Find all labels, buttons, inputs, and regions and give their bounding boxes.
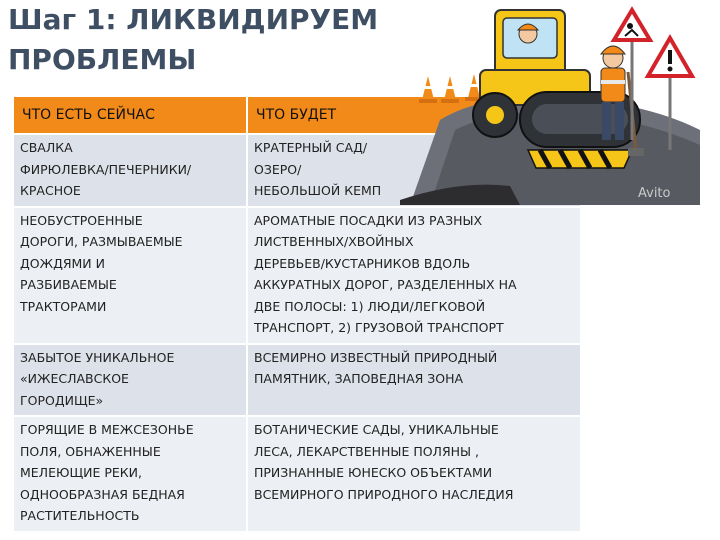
table-row	[14, 417, 580, 531]
cell-future-text: ВСЕМИРНО ИЗВЕСТНЫЙ ПРИРОДНЫЙ ПАМЯТНИК, ЗАПОВЕДНАЯ ЗОНА	[254, 349, 498, 386]
cell-current-text: ЗАБЫТОЕ УНИКАЛЬНОЕ «ИЖЕСЛАВСКОЕ ГОРОДИЩЕ»	[20, 349, 175, 408]
header-current: ЧТО ЕСТЬ СЕЙЧАС	[14, 97, 246, 133]
cell-future	[248, 345, 580, 416]
traffic-cone-icon	[419, 76, 437, 103]
table-row	[14, 208, 580, 343]
cell-current	[14, 345, 246, 416]
cell-future-text: КРАТЕРНЫЙ САД/ ОЗЕРО/ НЕБОЛЬШОЙ КЕМП	[254, 140, 382, 198]
traffic-cone-icon	[441, 76, 459, 103]
page-title: Шаг 1: ЛИКВИДИРУЕМ ПРОБЛЕМЫ	[8, 3, 379, 76]
table-row	[14, 345, 580, 416]
cell-current	[14, 135, 246, 206]
header-future: ЧТО БУДЕТ	[248, 97, 580, 133]
cell-current	[14, 417, 246, 531]
cell-current-text: ГОРЯЩИЕ В МЕЖСЕЗОНЬЕ ПОЛЯ, ОБНАЖЕННЫЕ МЕЛЕЮЩИЕ РЕКИ, ОДНООБРАЗНАЯ БЕДНАЯ РАСТИТЕЛЬНОСТЬ	[20, 422, 194, 523]
watermark-logo: Avito	[638, 186, 671, 201]
cell-future-text: АРОМАТНЫЕ ПОСАДКИ ИЗ РАЗНЫХ ЛИСТВЕННЫХ/ХВОЙНЫХ ДЕРЕВЬЕВ/КУСТАРНИКОВ ВДОЛЬ АККУРАТНЫХ ДОРОГ, РАЗДЕЛЕННЫХ НА ДВЕ ПОЛОСЫ: 1) ЛЮДИ/ЛЕГКОВОЙ ТРАНСПОРТ, 2) ГРУЗОВОЙ ТРАНСПОРТ	[254, 212, 517, 335]
cell-current	[14, 208, 246, 343]
cell-future	[248, 417, 580, 531]
cell-future	[248, 208, 580, 343]
cell-current-text: СВАЛКА ФИРЮЛЕВКА/ПЕЧЕРНИКИ/ КРАСНОЕ	[20, 140, 192, 198]
roadworks-illustration	[400, 0, 700, 205]
cell-future-text: БОТАНИЧЕСКИЕ САДЫ, УНИКАЛЬНЫЕ ЛЕСА, ЛЕКАРСТВЕННЫЕ ПОЛЯНЫ , ПРИЗНАННЫЕ ЮНЕСКО ОБЪЕКТАМИ ВСЕМИРНОГО ПРИРОДНОГО НАСЛЕДИЯ	[254, 422, 514, 502]
cell-current-text: НЕОБУСТРОЕННЫЕ ДОРОГИ, РАЗМЫВАЕМЫЕ ДОЖДЯМИ И РАЗБИВАЕМЫЕ ТРАКТОРАМИ	[20, 212, 183, 314]
